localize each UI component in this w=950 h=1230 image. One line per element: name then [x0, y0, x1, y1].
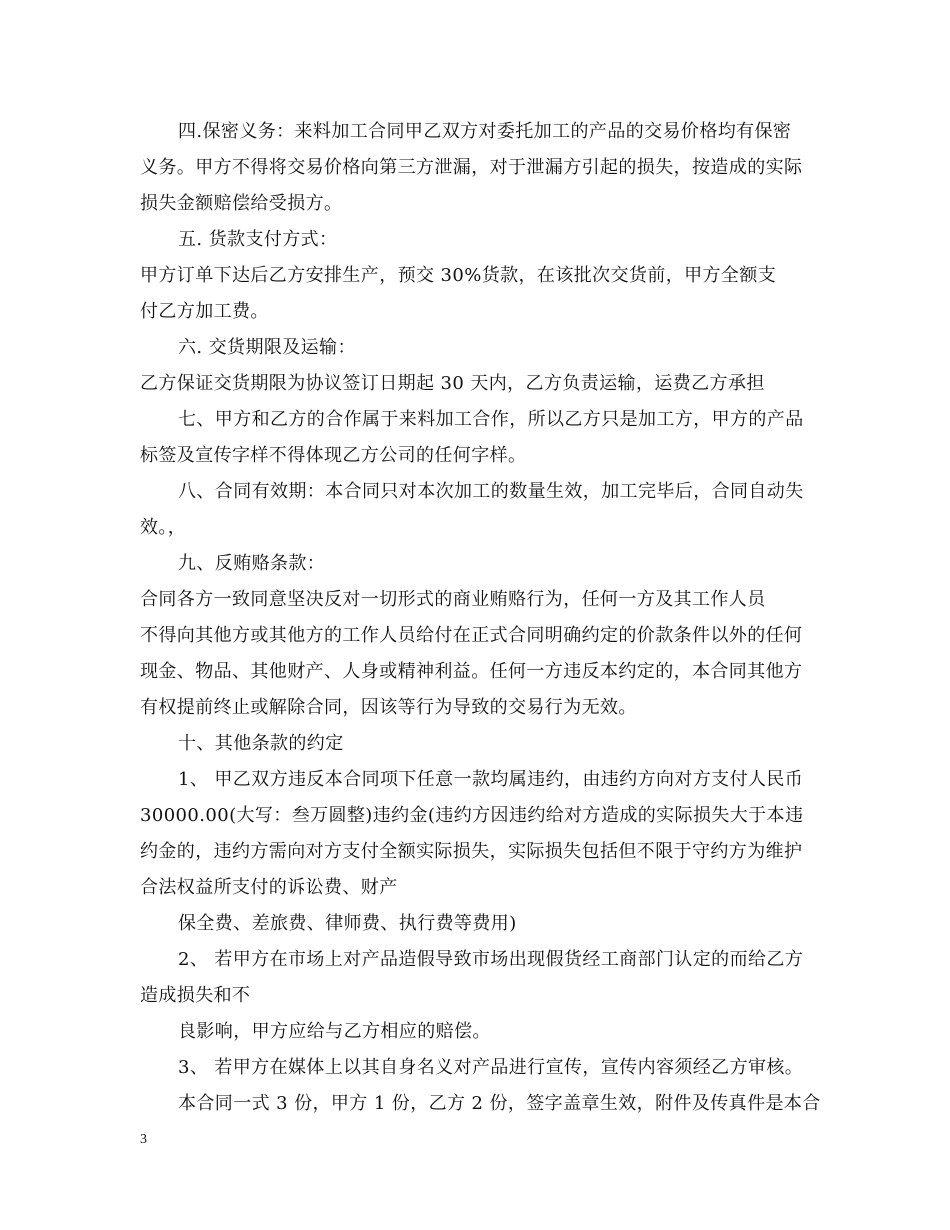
clause-9-text-line: 现金、物品、其他财产、人身或精神利益。任何一方违反本约定的，本合同其他方	[140, 661, 803, 682]
clause-10-heading: 十、其他条款的约定	[178, 733, 344, 754]
clause-10-item-2-line: 造成损失和不	[140, 985, 251, 1006]
clause-10-item-1-line: 约金的，违约方需向对方支付全额实际损失，实际损失包括但不限于守约方为维护	[140, 841, 803, 862]
clause-10-item-2-line: 2、 若甲方在市场上对产品造假导致市场出现假货经工商部门认定的而给乙方	[178, 949, 804, 970]
clause-10-item-1-line: 合法权益所支付的诉讼费、财产	[140, 877, 398, 898]
clause-10-item-3-line: 3、 若甲方在媒体上以其自身名义对产品进行宣传，宣传内容须经乙方审核。	[178, 1057, 804, 1078]
clause-4-heading-line: 四.保密义务：来料加工合同甲乙双方对委托加工的产品的交易价格均有保密	[178, 121, 792, 142]
clause-4-text-line: 损失金额赔偿给受损方。	[140, 193, 343, 214]
clause-10-item-1-line: 保全费、差旅费、律师费、执行费等费用)	[178, 913, 517, 934]
clause-5-text-line: 付乙方加工费。	[140, 301, 269, 322]
clause-4-text-line: 义务。甲方不得将交易价格向第三方泄漏，对于泄漏方引起的损失，按造成的实际	[140, 157, 803, 178]
page-number: 3	[140, 1132, 147, 1147]
copies-statement-line: 本合同一式 3 份，甲方 1 份，乙方 2 份，签字盖章生效，附件及传真件是本合	[178, 1093, 821, 1114]
clause-8-heading-line: 八、合同有效期：本合同只对本次加工的数量生效，加工完毕后，合同自动失	[178, 481, 804, 502]
clause-5-heading: 五. 货款支付方式：	[178, 229, 338, 250]
clause-9-text-line: 有权提前终止或解除合同，因该等行为导致的交易行为无效。	[140, 697, 637, 718]
clause-10-item-2-line: 良影响，甲方应给与乙方相应的赔偿。	[178, 1021, 491, 1042]
clause-7-text-line: 标签及宣传字样不得体现乙方公司的任何字样。	[140, 445, 527, 466]
clause-10-item-1-line: 30000.00(大写：叁万圆整)违约金(违约方因违约给对方造成的实际损失大于本违	[140, 805, 804, 826]
clause-5-text-line: 甲方订单下达后乙方安排生产，预交 30%货款，在该批次交货前，甲方全额支	[140, 265, 777, 286]
clause-6-text-line: 乙方保证交货期限为协议签订日期起 30 天内，乙方负责运输，运费乙方承担	[140, 373, 765, 394]
clause-10-item-1-line: 1、 甲乙双方违反本合同项下任意一款均属违约，由违约方向对方支付人民币	[178, 769, 804, 790]
clause-8-text-line: 效。，	[140, 517, 187, 538]
clause-7-heading-line: 七、甲方和乙方的合作属于来料加工合作，所以乙方只是加工方，甲方的产品	[178, 409, 804, 430]
clause-6-heading: 六. 交货期限及运输：	[178, 337, 356, 358]
clause-9-heading: 九、反贿赂条款：	[178, 553, 326, 574]
clause-9-text-line: 合同各方一致同意坚决反对一切形式的商业贿赂行为，任何一方及其工作人员	[140, 589, 766, 610]
clause-9-text-line: 不得向其他方或其他方的工作人员给付在正式合同明确约定的价款条件以外的任何	[140, 625, 803, 646]
